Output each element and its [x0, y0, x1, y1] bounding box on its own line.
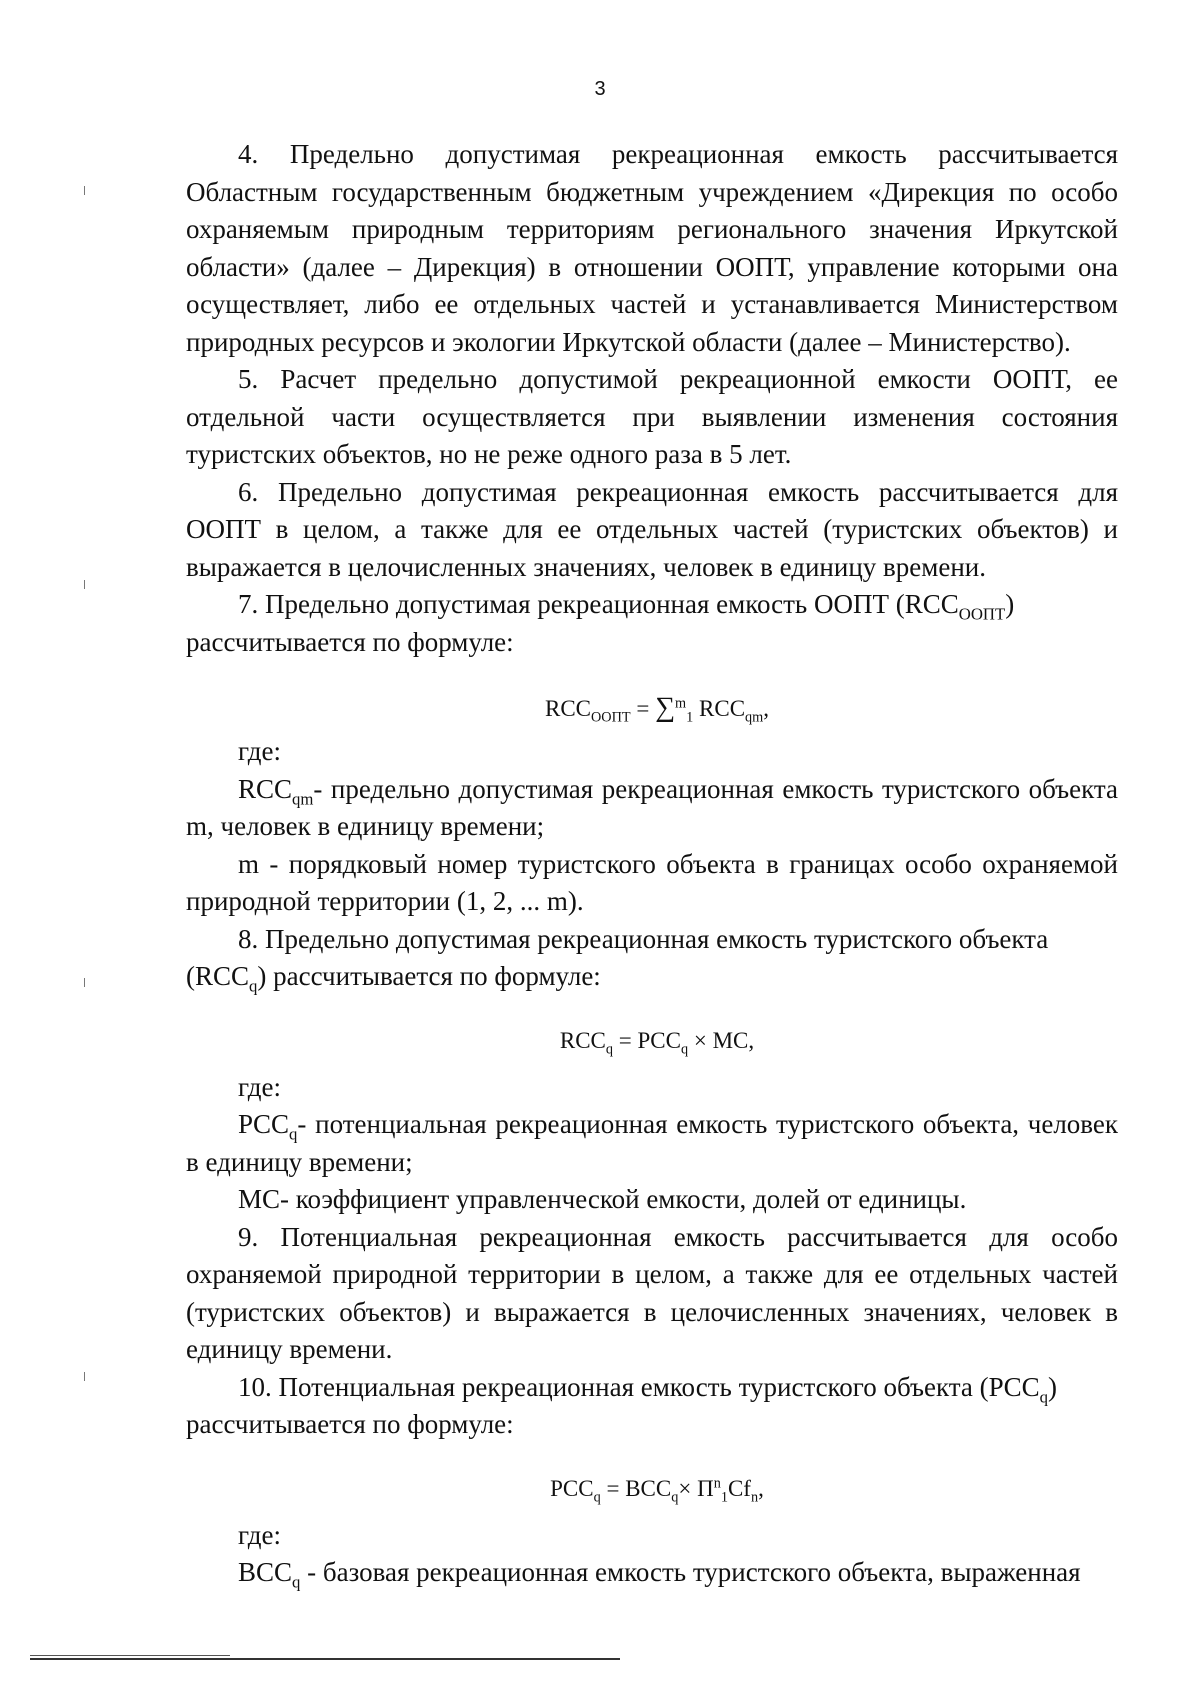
scan-mark [84, 1372, 85, 1381]
definition-rccqm: $RCC_{qm}-$ предельно допустимая рекреационная емкость туристского объекта m, человек в единицу времени; [186, 773, 1118, 841]
formula-rcc-oopt: $RCC_{ООПТ} = \sum^m_1$ $RCC_{qm}$, [544, 692, 770, 726]
definition-m: m - порядковый номер туристского объекта в границах особо охраняемой природной территории (1, 2, ... m). [186, 848, 1118, 916]
where-label: где: [238, 1519, 281, 1550]
where-label: где: [238, 1071, 281, 1102]
paragraph-8-line2: $(RCC_q)$ рассчитывается по формуле: [186, 961, 601, 996]
definition-bccq: $BCC_q$ - базовая рекреационная емкость туристского объекта, выраженная [238, 1557, 1081, 1592]
paragraph-4: 4. Предельно допустимая рекреационная емкость рассчитывается Областным государственным бюджетным учреждением «Дирекция по особо охраняемым природным территориям регионального значения Иркутской области» (далее – Дирекция) в отношении ООПТ, управление которыми она осуществляет, либо ее отдельных частей и устанавливается Министерством природных ресурсов и экологии Иркутской области (далее – Министерство). [186, 139, 1118, 357]
paragraph-7: 7. Предельно допустимая рекреационная емкость ООПТ $(RCC_{ООПТ})$ [238, 589, 1015, 624]
page-number: 3 [594, 78, 606, 100]
paragraph-7-line2: рассчитывается по формуле: [186, 626, 514, 657]
definition-pccq: $PCC_q-$ потенциальная рекреационная емкость туристского объекта, человек в единицу времени; [186, 1109, 1118, 1177]
document-body [186, 136, 1118, 1592]
where-label: где: [238, 736, 281, 766]
footer-rule [30, 1658, 620, 1660]
paragraph-5: 5. Расчет предельно допустимой рекреационной емкости ООПТ, ее отдельной части осуществляется при выявлении изменения состояния туристских объектов, но не реже одного раза в 5 лет. [186, 364, 1118, 469]
scan-mark [84, 186, 85, 195]
sum-symbol: ∑ [655, 692, 676, 723]
paragraph-10: 10. Потенциальная рекреационная емкость туристского объекта $(PCC_q)$ [238, 1371, 1057, 1406]
paragraph-6: 6. Предельно допустимая рекреационная емкость рассчитывается для ООПТ в целом, а также для ее отдельных частей (туристских объектов) и выражается в целочисленных значениях, человек в единицу времени. [186, 476, 1118, 582]
definition-mc: MC- коэффициент управленческой емкости, долей от единицы. [238, 1184, 967, 1214]
paragraph-9: 9. Потенциальная рекреационная емкость рассчитывается для особо охраняемой природной территории в целом, а также для ее отдельных частей (туристских объектов) и выражается в целочисленных значениях, человек в единицу времени. [186, 1221, 1118, 1364]
paragraph-10-line2: рассчитывается по формуле: [186, 1409, 514, 1439]
formula-pcc-q: $PCC_q = BCC_q\times \Pi^n_1Cf_n$, [550, 1474, 764, 1506]
paragraph-8: 8. Предельно допустимая рекреационная емкость туристского объекта [238, 923, 1049, 954]
scan-mark [84, 978, 85, 987]
scan-mark [84, 580, 85, 589]
formula-rcc-q: $RCC_q = PCC_q$ × MC, [559, 1027, 755, 1058]
footer-rule [30, 1655, 230, 1656]
